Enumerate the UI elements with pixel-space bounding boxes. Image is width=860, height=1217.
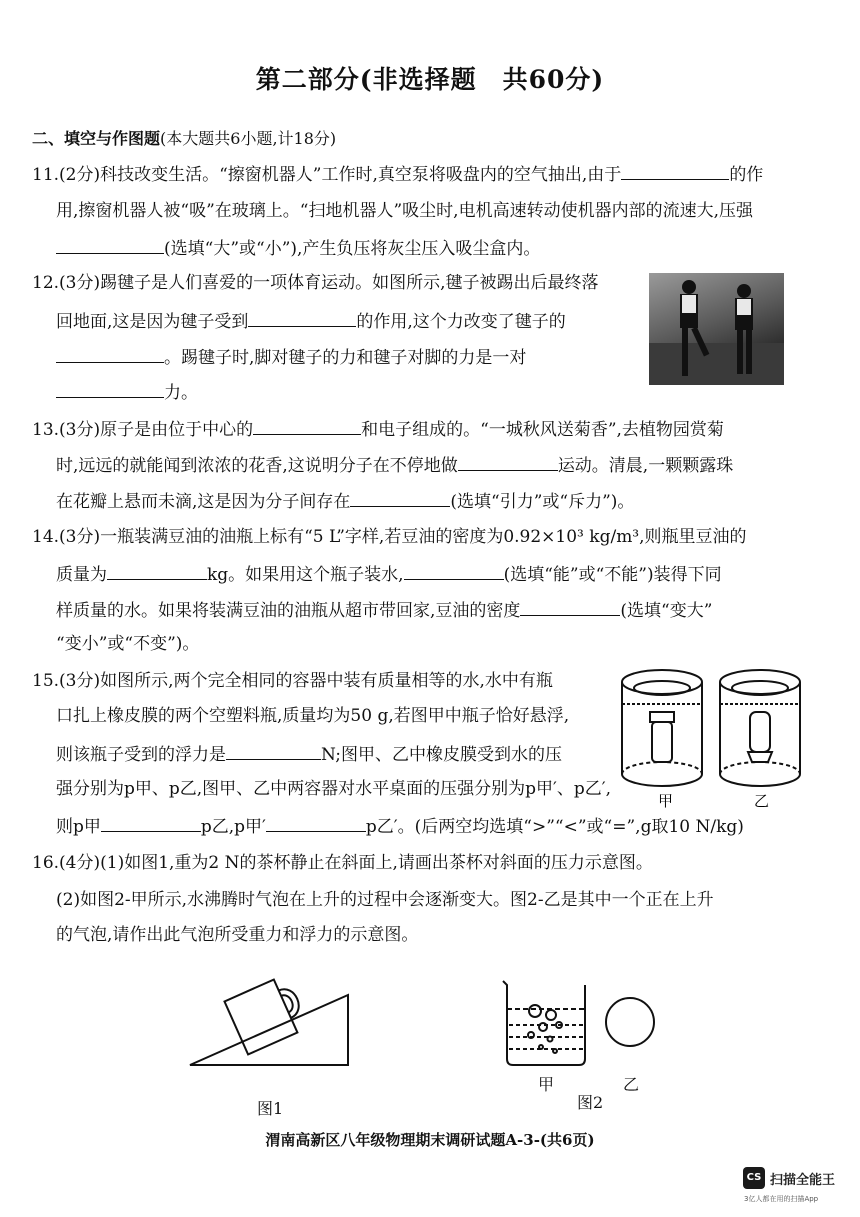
q12-line3: 。踢毽子时,脚对毽子的力和毽子对脚的力是一对 xyxy=(56,346,526,368)
q15-line4: 强分别为p甲、p乙,图甲、乙中两容器对水平桌面的压强分别为p甲′、p乙′, xyxy=(56,779,612,799)
q11-line2: 用,擦窗机器人被“吸”在玻璃上。“扫地机器人”吸尘时,电机高速转动使机器内部的流速大,压强 xyxy=(56,201,753,221)
figure2-caption: 图2 xyxy=(577,1093,604,1112)
figure2-label-yi: 乙 xyxy=(623,1075,640,1094)
page-title: 第二部分(非选择题 共60分) xyxy=(255,65,605,94)
section-heading: 二、填空与作图题(本大题共6小题,计18分) xyxy=(32,129,337,148)
figure1-caption: 图1 xyxy=(257,1099,284,1118)
q13-line1: 13.(3分)原子是由位于中心的 和电子组成的。“一城秋风送菊香”,去植物园赏菊 xyxy=(32,420,724,440)
q15-line2: 口扎上橡皮膜的两个空塑料瓶,质量均为50 g,若图甲中瓶子恰好悬浮, xyxy=(56,706,570,726)
camscanner-slogan: 3亿人都在用的扫描App xyxy=(744,1195,819,1203)
q12-line4: 力。 xyxy=(56,381,198,403)
figure2-label-jia: 甲 xyxy=(538,1075,555,1094)
containers-figure xyxy=(612,664,812,814)
q15-line3: 则该瓶子受到的浮力是 N;图甲、乙中橡皮膜受到水的压 xyxy=(56,745,562,765)
label-yi: 乙 xyxy=(754,792,770,810)
page-footer: 渭南高新区八年级物理期末调研试题A-3-(共6页) xyxy=(265,1131,595,1149)
q16-line2: (2)如图2-甲所示,水沸腾时气泡在上升的过程中会逐渐变大。图2-乙是其中一个正在上升 xyxy=(56,890,714,910)
q12-line1: 12.(3分)踢毽子是人们喜爱的一项体育运动。如图所示,毽子被踢出后最终落 xyxy=(32,273,599,293)
figure1-cup-on-slope xyxy=(180,975,360,1085)
shuttlecock-kick-photo xyxy=(649,273,784,385)
camscanner-name: 扫描全能王 xyxy=(770,1173,836,1188)
q13-line3: 在花瓣上悬而未滴,这是因为分子间存在 (选填“引力”或“斥力”)。 xyxy=(56,492,635,512)
q13-line2: 时,远远的就能闻到浓浓的花香,这说明分子在不停地做 运动。清晨,一颗颗露珠 xyxy=(56,456,734,476)
q14-line2: 质量为 kg。如果用这个瓶子装水, (选填“能”或“不能”)装得下同 xyxy=(56,565,722,585)
q11-line3: (选填“大”或“小”),产生负压将灰尘压入吸尘盒内。 xyxy=(56,237,540,259)
players-silhouette xyxy=(649,273,784,385)
q14-line3: 样质量的水。如果将装满豆油的油瓶从超市带回家,豆油的密度 (选填“变大” xyxy=(56,601,713,621)
q12-line2: 回地面,这是因为毽子受到 的作用,这个力改变了毽子的 xyxy=(56,312,566,332)
q15-line1: 15.(3分)如图所示,两个完全相同的容器中装有质量相等的水,水中有瓶 xyxy=(32,671,553,691)
figure2-boiling-beaker xyxy=(495,975,675,1075)
q15-line5: 则p甲 p乙,p甲′ p乙′。(后两空均选填“>”“<”或“=”,g取10 N/kg) xyxy=(56,817,744,837)
q16-line3: 的气泡,请作出此气泡所受重力和浮力的示意图。 xyxy=(56,925,419,945)
camscanner-logo-icon: CS xyxy=(743,1167,765,1189)
q16-line1: 16.(4分)(1)如图1,重为2 N的茶杯静止在斜面上,请画出茶杯对斜面的压力示意图。 xyxy=(32,853,653,873)
label-jia: 甲 xyxy=(658,792,674,810)
q11-line1: 11.(2分)科技改变生活。“擦窗机器人”工作时,真空泵将吸盘内的空气抽出,由于 的作 xyxy=(32,165,764,185)
q14-line4: “变小”或“不变”)。 xyxy=(56,634,200,654)
q14-line1: 14.(3分)一瓶装满豆油的油瓶上标有“5 L”字样,若豆油的密度为0.92×10³ kg/m³,则瓶里豆油的 xyxy=(32,527,747,547)
